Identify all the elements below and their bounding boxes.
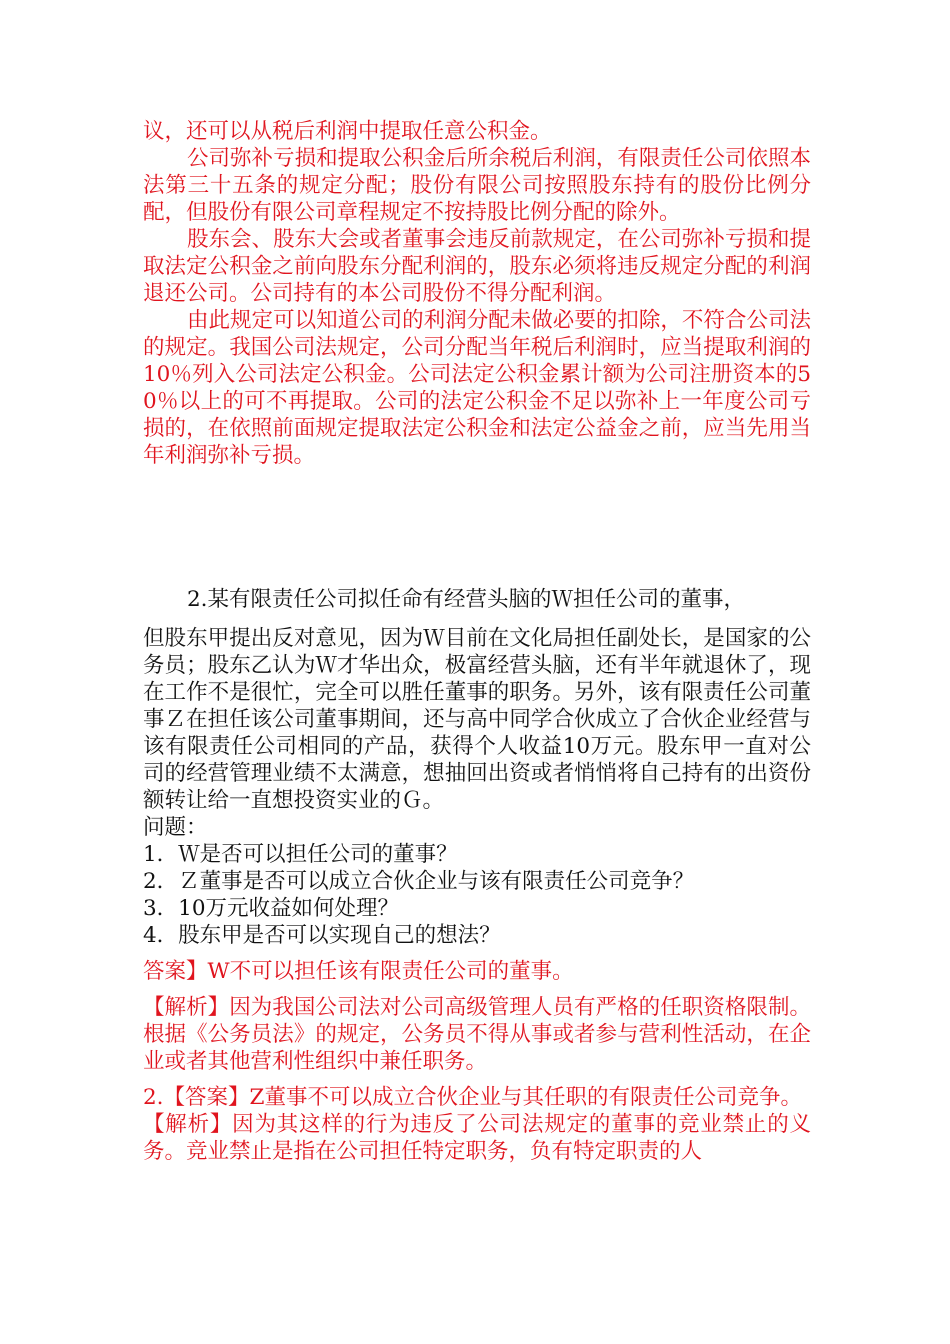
case-body: 但股东甲提出反对意见，因为Ｗ目前在文化局担任副处长，是国家的公务员；股东乙认为Ｗ才华出众，极富经营头脑，还有半年就退休了，现在工作不是很忙，完全可以胜任董事的职务。另外，该有限责任公司董事Ｚ在担任该公司董事期间，还与高中同学合伙成立了合伙企业经营与该有限责任公司相同的产品，获得个人收益10万元。股东甲一直对公司的经营管理业绩不太满意，想抽回出资或者悄悄将自己持有的出资份额转让给一直想投资实业的Ｇ。 bbox=[143, 626, 811, 813]
analysis-2: 【解析】因为其这样的行为违反了公司法规定的董事的竞业禁止的义务。竞业禁止是指在公司担任特定职务，负有特定职责的人 bbox=[143, 1112, 811, 1164]
section-gap bbox=[143, 469, 811, 585]
questions-label: 问题： bbox=[143, 815, 208, 840]
case-title: 2.某有限责任公司拟任命有经营头脑的Ｗ担任公司的董事， bbox=[187, 587, 746, 612]
paragraph-conclusion: 由此规定可以知道公司的利润分配未做必要的扣除，不符合公司法的规定。我国公司法规定，公司分配当年税后利润时，应当提取利润的10％列入公司法定公积金。公司法定公积金累计额为公司注册资本的50％以上的可不再提取。公司的法定公积金不足以弥补上一年度公司亏损的，在依照前面规定提取法定公积金和法定公益金之前，应当先用当年利润弥补亏损。 bbox=[143, 308, 811, 468]
answer-2: 2.【答案】Z董事不可以成立合伙企业与其任职的有限责任公司竞争。 bbox=[143, 1085, 802, 1110]
paragraph-profit-reserve-end: 议，还可以从税后利润中提取任意公积金。 bbox=[143, 119, 552, 144]
paragraph-profit-distribution: 公司弥补亏损和提取公积金后所余税后利润，有限责任公司依照本法第三十五条的规定分配；股份有限公司按照股东持有的股份比例分配，但股份有限公司章程规定不按持股比例分配的除外。 bbox=[143, 146, 811, 225]
analysis-1: 【解析】因为我国公司法对公司高级管理人员有严格的任职资格限制。根据《公务员法》的规定，公务员不得从事或者参与营利性活动，在企业或者其他营利性组织中兼任职务。 bbox=[143, 995, 811, 1074]
document-page bbox=[143, 118, 811, 1165]
question-item: 3．10万元收益如何处理？ bbox=[143, 896, 400, 921]
paragraph-illegal-distribution: 股东会、股东大会或者董事会违反前款规定，在公司弥补亏损和提取法定公积金之前向股东分配利润的，股东必须将违反规定分配的利润退还公司。公司持有的本公司股份不得分配利润。 bbox=[143, 227, 811, 306]
question-item: 4．股东甲是否可以实现自己的想法？ bbox=[143, 923, 501, 948]
answer-1: 答案】W不可以担任该有限责任公司的董事。 bbox=[143, 959, 574, 984]
question-item: 2．Ｚ董事是否可以成立合伙企业与该有限责任公司竞争？ bbox=[143, 869, 695, 894]
question-item: 1．Ｗ是否可以担任公司的董事？ bbox=[143, 842, 458, 867]
